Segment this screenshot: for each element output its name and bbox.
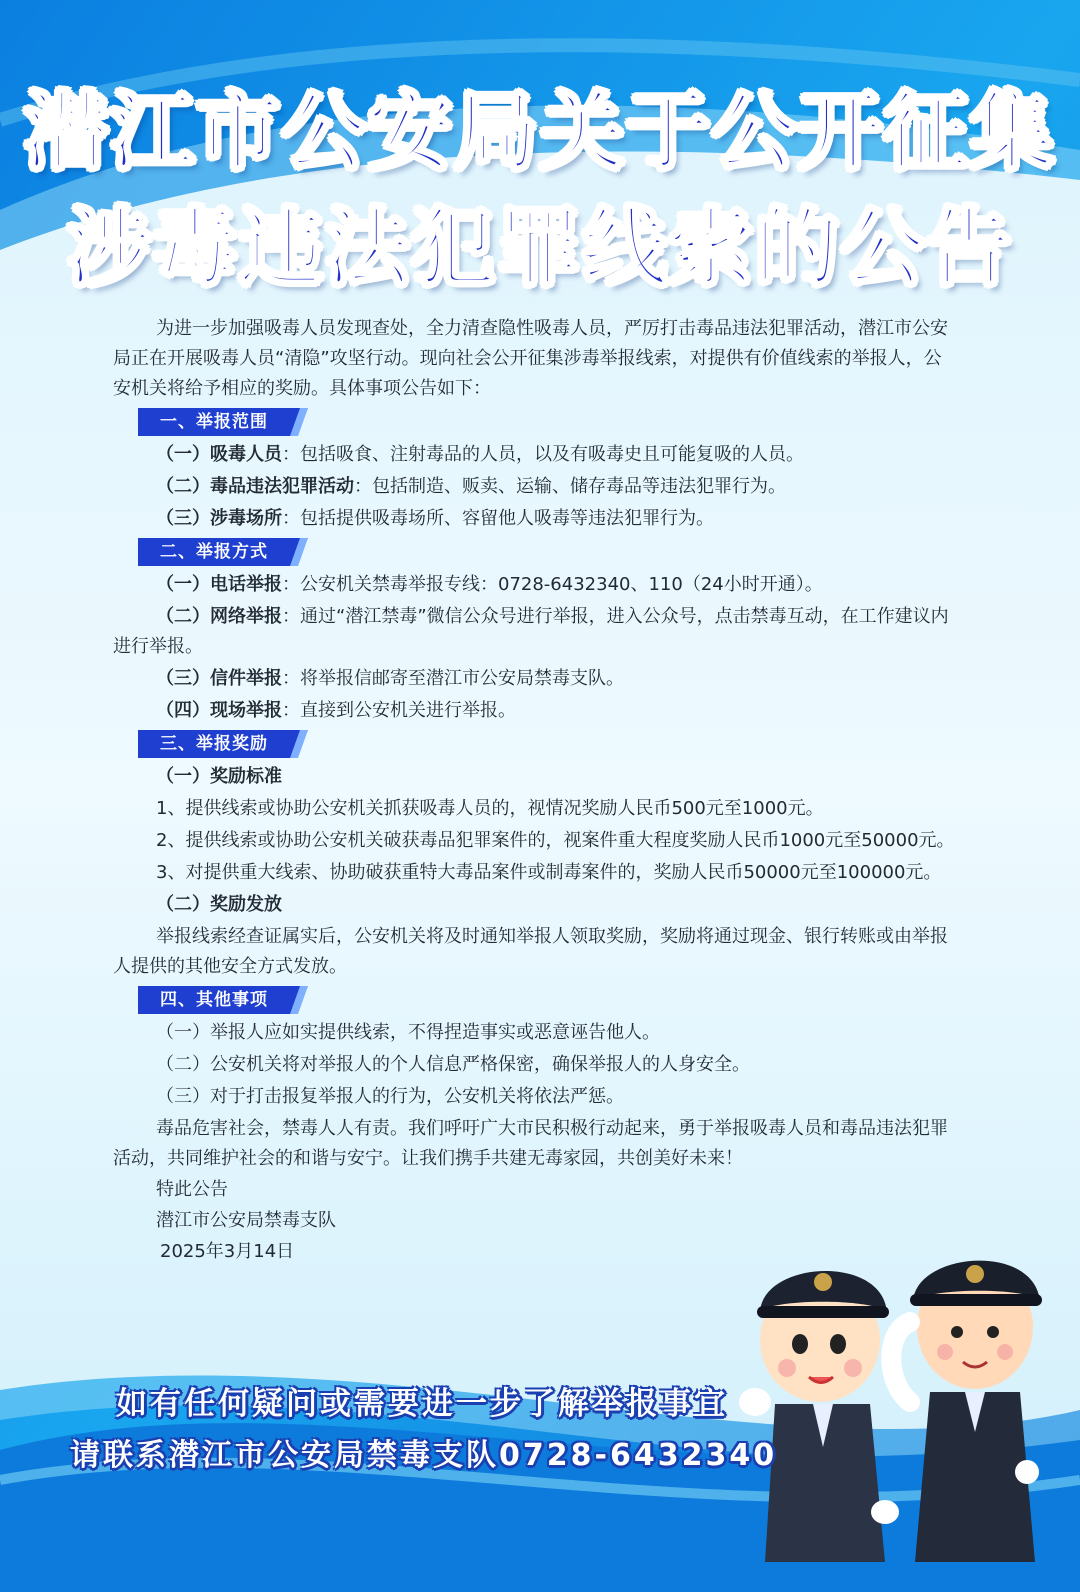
section-heading-label: 三、举报奖励 [160, 734, 268, 754]
reward-item: 1、提供线索或协助公安机关抓获吸毒人员的，视情况奖励人民币500元至1000元。 [156, 798, 824, 819]
reward-item: 2、提供线索或协助公安机关破获毒品犯罪案件的，视案件重大程度奖励人民币1000元至50000元。 [156, 830, 955, 851]
list-item [113, 664, 955, 694]
item-label: （二）网络举报 [156, 606, 282, 627]
notice-statement: 特此公告 [156, 1179, 228, 1200]
list-item [113, 696, 955, 726]
item-text: ：包括制造、贩卖、运输、储存毒品等违法犯罪行为。 [354, 476, 786, 497]
issue-date: 2025年3月14日 [160, 1241, 295, 1262]
item-text: ：公安机关禁毒举报专线：0728-6432340、110（24小时开通）。 [282, 574, 823, 595]
footer-line-2: 请联系潜江市公安局禁毒支队0728-6432340 [70, 1438, 778, 1473]
intro-paragraph: 为进一步加强吸毒人员发现查处，全力清查隐性吸毒人员，严厉打击毒品违法犯罪活动，潜江市公安局正在开展吸毒人员“清隐”攻坚行动。现向社会公开征集涉毒举报线索，对提供有价值线索的举报人，公安机关将给予相应的奖励。具体事项公告如下： [113, 318, 948, 399]
footer-line-1: 如有任何疑问或需要进一步了解举报事宜 [116, 1386, 728, 1422]
section-heading-label: 四、其他事项 [160, 990, 268, 1010]
list-item [113, 570, 955, 600]
item-label: （一）电话举报 [156, 574, 282, 595]
reward-payout-heading: （二）奖励发放 [156, 894, 282, 915]
notice-body [113, 314, 955, 1267]
section-heading-label: 二、举报方式 [160, 542, 268, 562]
list-item: （二）公安机关将对举报人的个人信息严格保密，确保举报人的人身安全。 [156, 1054, 750, 1075]
list-item [113, 440, 955, 470]
item-text: ：包括吸食、注射毒品的人员，以及有吸毒史且可能复吸的人员。 [282, 444, 804, 465]
title-line-1: 潜江市公安局关于公开征集 [23, 83, 1056, 181]
item-label: （一）吸毒人员 [156, 444, 282, 465]
title-line-2: 涉毒违法犯罪线索的公告 [66, 199, 1013, 297]
closing-paragraph: 毒品危害社会，禁毒人人有责。我们呼吁广大市民积极行动起来，勇于举报吸毒人员和毒品违法犯罪活动，共同维护社会的和谐与安宁。让我们携手共建无毒家园，共创美好未来！ [113, 1118, 948, 1169]
item-text: ：包括提供吸毒场所、容留他人吸毒等违法犯罪行为。 [282, 508, 714, 529]
item-text: ：将举报信邮寄至潜江市公安局禁毒支队。 [282, 668, 624, 689]
section-heading-other [138, 986, 308, 1014]
police-officers-cartoon-icon [735, 1232, 1055, 1562]
reward-payout-text: 举报线索经查证属实后，公安机关将及时通知举报人领取奖励，奖励将通过现金、银行转账或由举报人提供的其他安全方式发放。 [113, 926, 948, 977]
item-label: （四）现场举报 [156, 700, 282, 721]
section-heading-rewards [138, 730, 308, 758]
section-heading-methods [138, 538, 308, 566]
list-item [113, 472, 955, 502]
issuer: 潜江市公安局禁毒支队 [156, 1210, 336, 1231]
item-text: ：直接到公安机关进行举报。 [282, 700, 516, 721]
list-item: （一）举报人应如实提供线索，不得捏造事实或恶意诬告他人。 [156, 1022, 660, 1043]
list-item [113, 602, 955, 662]
item-label: （三）涉毒场所 [156, 508, 282, 529]
list-item [113, 504, 955, 534]
item-label: （二）毒品违法犯罪活动 [156, 476, 354, 497]
item-label: （三）信件举报 [156, 668, 282, 689]
reward-item: 3、对提供重大线索、协助破获重特大毒品案件或制毒案件的，奖励人民币50000元至100000元。 [156, 862, 942, 883]
section-heading-label: 一、举报范围 [160, 412, 268, 432]
item-text: ：通过“潜江禁毒”微信公众号进行举报，进入公众号，点击禁毒互动，在工作建议内进行举报。 [113, 606, 949, 657]
section-heading-scope [138, 408, 308, 436]
list-item: （三）对于打击报复举报人的行为，公安机关将依法严惩。 [156, 1086, 624, 1107]
reward-standard-heading: （一）奖励标准 [156, 766, 282, 787]
